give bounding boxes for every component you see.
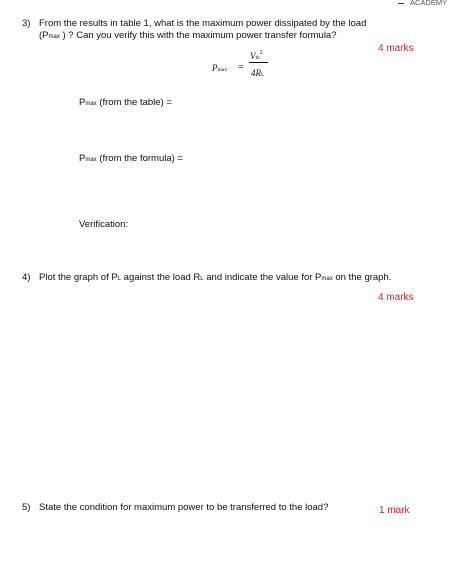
formula-numerator: Vth$^2$ (250, 50, 263, 61)
q5-marks: 1 mark (379, 505, 410, 516)
formula-equals: = (238, 62, 244, 73)
q3-verification: Verification: (79, 219, 129, 230)
formula-lhs: Pmax (212, 63, 227, 73)
header-rule (398, 3, 404, 4)
q3-pmax-formula: Pmax (from the formula) = (79, 153, 184, 164)
q3-pmax-table: Pmax (from the table) = (79, 97, 172, 108)
q3-line2: (Pmax ) ? Can you verify this with the maximum power transfer formula? (39, 30, 337, 41)
q3-number: 3) (22, 18, 31, 29)
q5-text: State the condition for maximum power to be transferred to the load? (39, 502, 329, 513)
q3-marks: 4 marks (378, 43, 414, 54)
q4-text: Plot the graph of PL against the load RL and indicate the value for Pmax on the graph. (39, 272, 392, 283)
q4-marks: 4 marks (378, 292, 414, 303)
header-label: ACADEMY (410, 0, 448, 7)
q5-number: 5) (22, 502, 31, 513)
formula-denominator: 4RL (251, 68, 265, 78)
q4-number: 4) (22, 272, 31, 283)
q3-line1: From the results in table 1, what is the maximum power dissipated by the load (39, 18, 367, 29)
